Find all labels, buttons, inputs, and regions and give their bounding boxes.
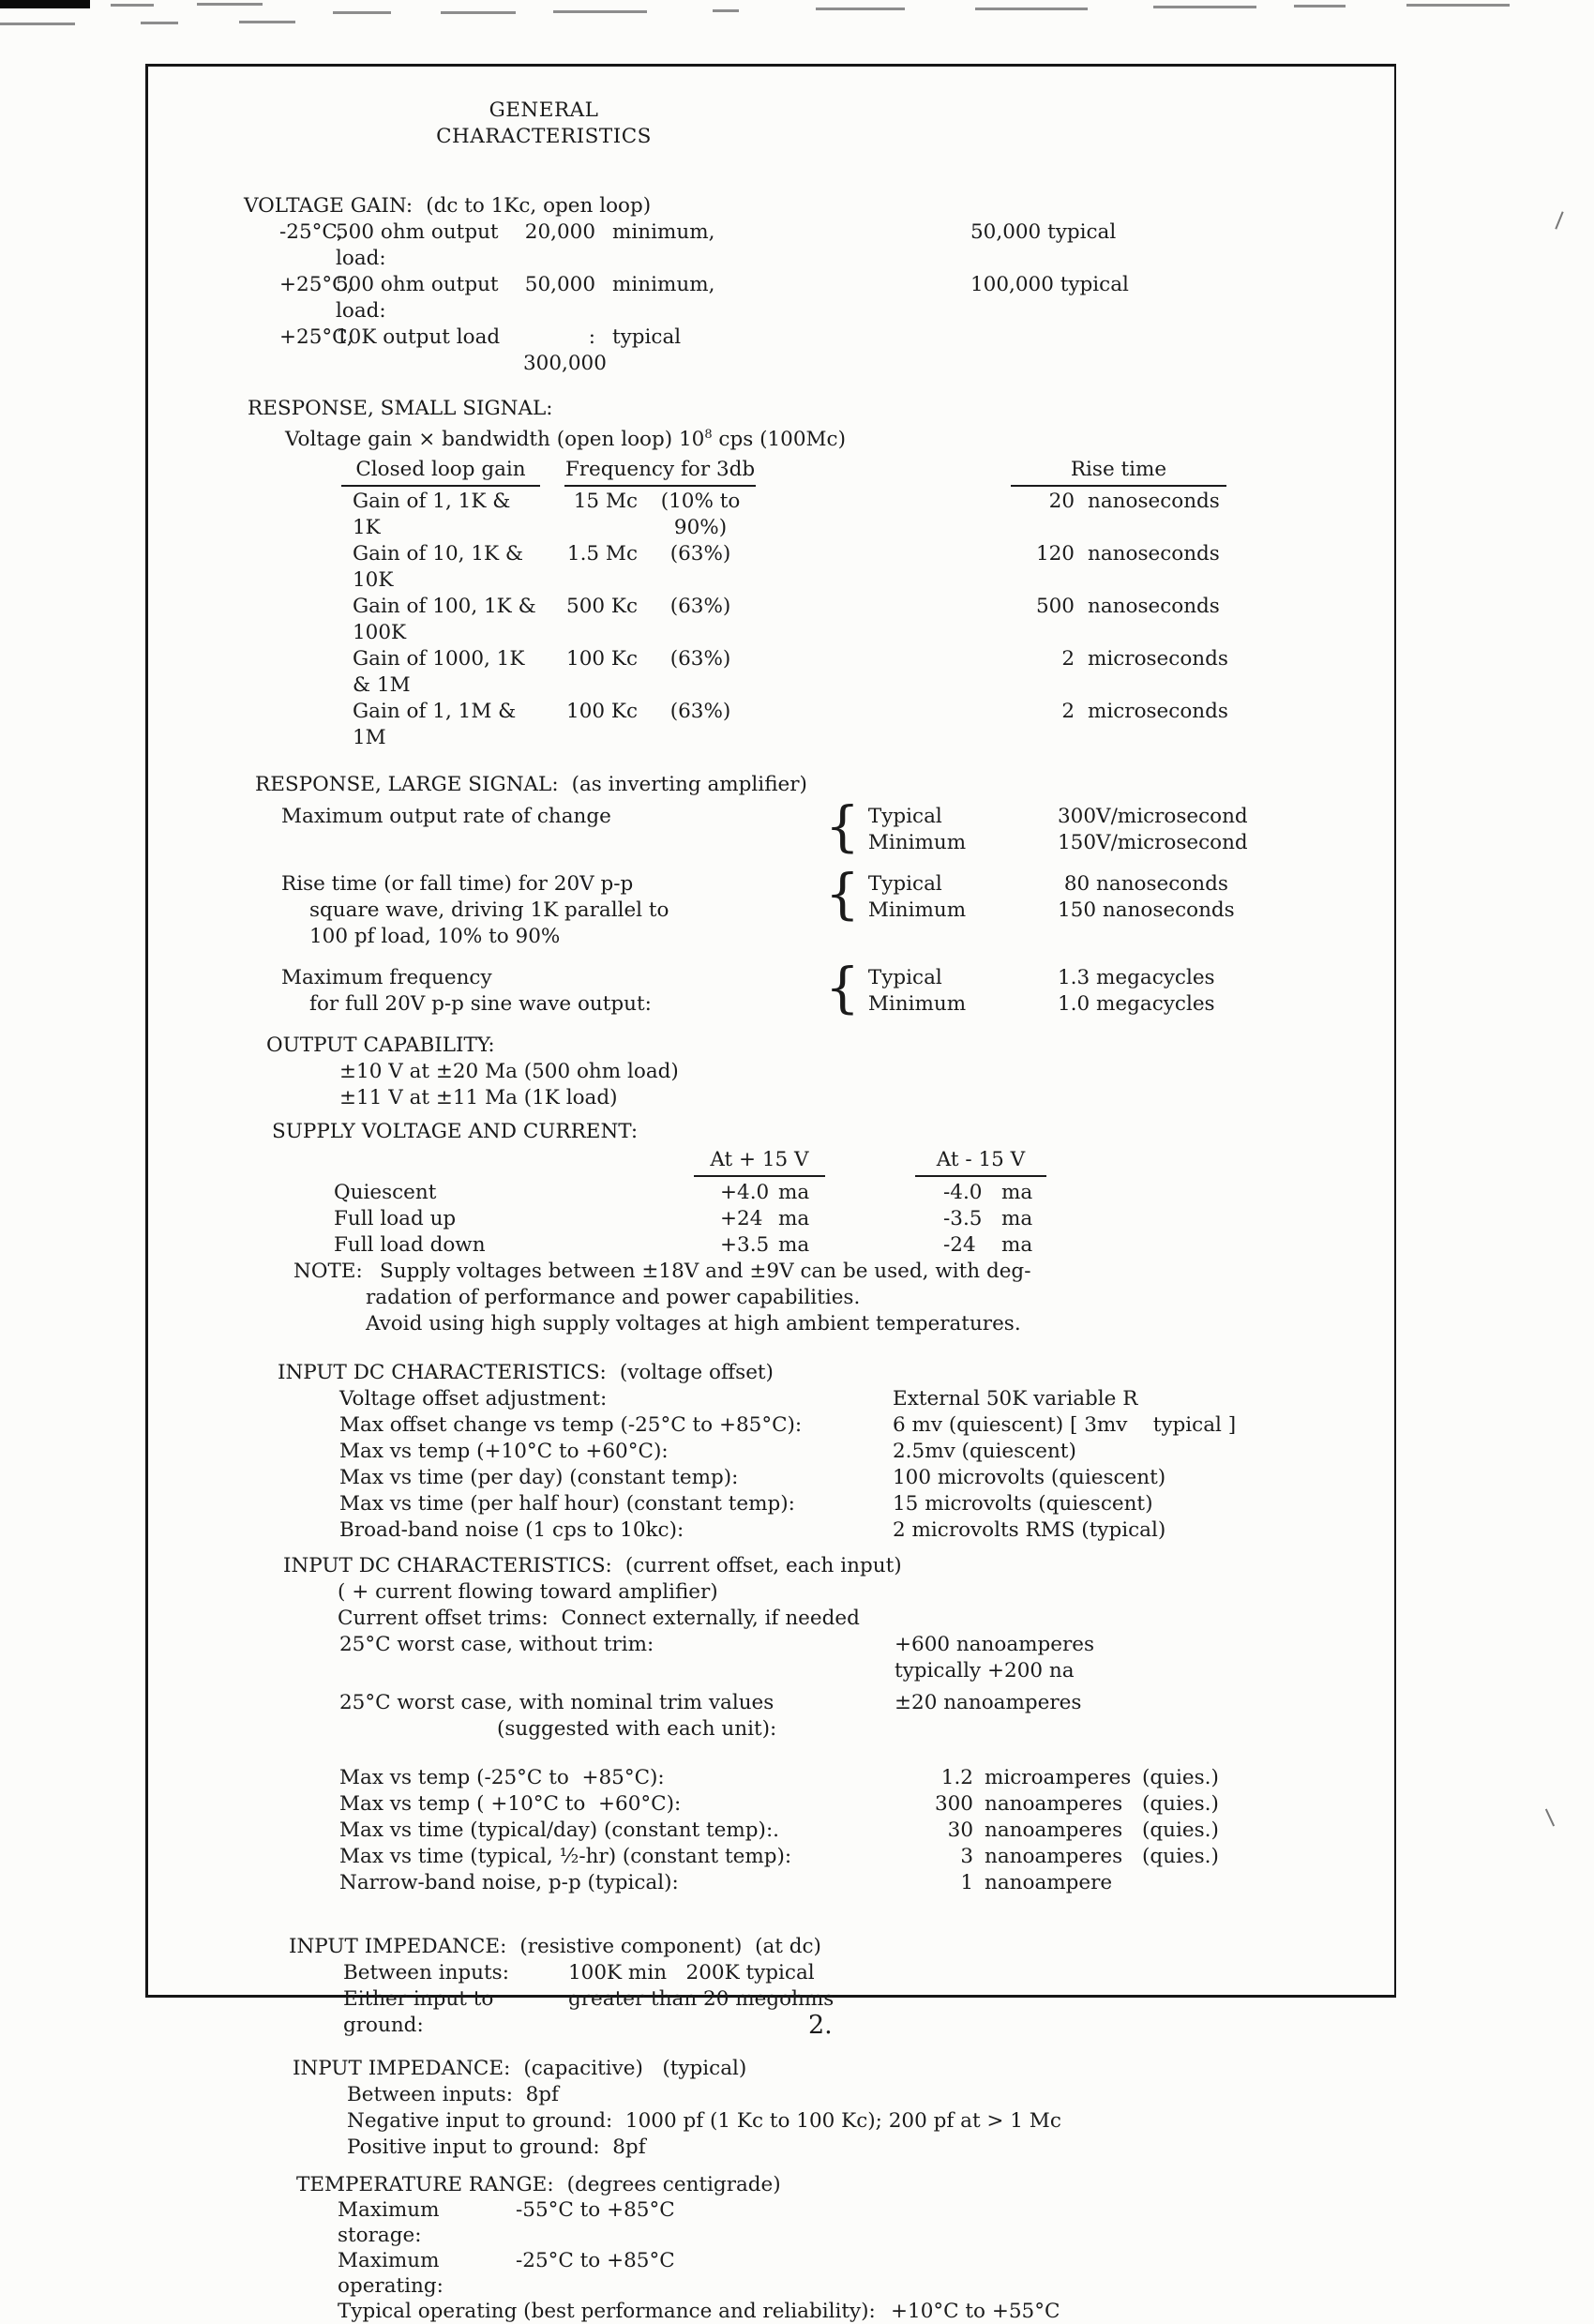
- scan-artifact-tick: [1555, 211, 1563, 229]
- spec-line: ±10 V at ±20 Ma (500 ohm load): [339, 1060, 679, 1084]
- table-row: [334, 1232, 1378, 1259]
- section-input-impedance-resistive: [289, 1934, 1378, 2039]
- spec-number: 30: [947, 1818, 973, 1843]
- rise-time-value: 120: [1035, 542, 1075, 566]
- spec-row: [339, 1412, 1378, 1439]
- spec-label: Narrow-band noise, p-p (typical):: [339, 1871, 679, 1895]
- spec-unit: microamperes: [985, 1766, 1132, 1790]
- spec-value: 2.5mv (quiescent): [893, 1440, 1076, 1464]
- spec-label: Either input to ground:: [343, 1987, 501, 2038]
- percent-note: (10% to 90%): [660, 490, 747, 540]
- section-heading-note: (resistive component) (at dc): [519, 1935, 821, 1959]
- current-value-pos: +4.0: [720, 1181, 770, 1205]
- spec-value: 100K min 200K typical: [568, 1961, 815, 1985]
- spec-row: [339, 1818, 1378, 1844]
- scan-artifact-dash: [1294, 5, 1346, 8]
- column-header-frequency: Frequency for 3db: [564, 457, 756, 487]
- supply-condition: Quiescent: [334, 1181, 437, 1205]
- section-heading-line: [255, 772, 1378, 798]
- section-input-dc-current: [283, 1553, 1378, 1896]
- spec-block: [281, 794, 1378, 859]
- spec-label: 25°C worst case, with nominal trim values: [339, 1691, 774, 1715]
- spec-row: [343, 1960, 1378, 1986]
- section-heading-note: (dc to 1Kc, open loop): [426, 194, 652, 218]
- scan-artifact-dash: [239, 21, 295, 23]
- column-header-plus15: At + 15 V: [694, 1147, 825, 1177]
- spec-value: 100 microvolts (quiescent): [893, 1466, 1166, 1490]
- spec-unit: nanoamperes: [985, 1845, 1123, 1869]
- supply-header-row: [334, 1147, 1378, 1177]
- column-header-rise-time: Rise time: [1011, 457, 1226, 487]
- rise-time-unit: microseconds: [1088, 647, 1228, 672]
- section-heading-note: (current offset, each input): [624, 1554, 902, 1578]
- current-value-pos: +3.5: [720, 1233, 770, 1258]
- section-heading: RESPONSE, LARGE SIGNAL:: [255, 773, 559, 797]
- rise-time-value: 500: [1035, 595, 1075, 619]
- spec-values: [1058, 871, 1235, 924]
- gain-config: Gain of 1, 1M & 1M: [353, 700, 523, 750]
- percent-note: (63%): [669, 595, 731, 619]
- spec-label: 25°C worst case, without trim:: [339, 1633, 654, 1657]
- note-text: Supply voltages between ±18V and ±9V can be used, with deg-: [380, 1260, 1031, 1284]
- gain-value: : 300,000: [523, 325, 607, 375]
- gain-config: Gain of 100, 1K & 100K: [353, 595, 543, 645]
- scan-artifact-dash: [1153, 6, 1256, 8]
- typical-minimum-group: [825, 956, 1058, 1020]
- current-unit: ma: [778, 1207, 810, 1231]
- spec-label: Max vs time (per day) (constant temp):: [339, 1466, 739, 1490]
- scan-artifact-tick: [1545, 1809, 1555, 1827]
- section-heading: INPUT IMPEDANCE:: [293, 2057, 511, 2081]
- section-small-signal: [248, 396, 1378, 751]
- spec-row: [339, 1386, 1378, 1412]
- brace-glyph: {: [825, 862, 860, 927]
- typical-value: 300V/microsecond: [1058, 805, 1248, 829]
- section-heading-line: [296, 2172, 1378, 2197]
- rise-time-value: 2: [1061, 700, 1075, 724]
- section-heading: OUTPUT CAPABILITY:: [266, 1034, 495, 1058]
- spec-label: Max vs time (typical, ¹⁄₂-hr) (constant temp):: [339, 1845, 792, 1869]
- table-row: [341, 646, 1378, 699]
- spec-value-continuation: typically +200 na: [895, 1659, 1075, 1683]
- rise-time-unit: nanoseconds: [1088, 490, 1220, 514]
- percent-note: (63%): [669, 700, 731, 724]
- spec-label: [281, 871, 825, 950]
- frequency-value: 500 Kc: [566, 595, 638, 619]
- current-unit: ma: [1001, 1233, 1033, 1258]
- load-condition: 10K output load: [336, 325, 501, 349]
- document-content: [244, 98, 1378, 2324]
- column-spacer: [821, 1232, 943, 1259]
- scan-artifact-dash: [0, 23, 75, 25]
- spec-label: Max vs time (per half hour) (constant temp):: [339, 1492, 795, 1517]
- section-heading: VOLTAGE GAIN:: [244, 194, 414, 218]
- note-continuation: radation of performance and power capabilities.: [366, 1286, 861, 1310]
- scan-artifact-blob: [0, 0, 90, 8]
- spec-qualifier: (quies.): [1142, 1818, 1219, 1843]
- section-voltage-gain: [244, 193, 1378, 377]
- spec-label-line: Maximum output rate of change: [281, 805, 611, 829]
- section-input-impedance-capacitive: [293, 2056, 1378, 2161]
- spec-value: ±20 nanoamperes: [895, 1691, 1082, 1715]
- column-spacer: [540, 457, 564, 487]
- spec-label-line: Rise time (or fall time) for 20V p-p: [281, 872, 634, 897]
- note-continuation: Avoid using high supply voltages at high ambient temperatures.: [366, 1312, 1021, 1336]
- section-output-capability: [266, 1033, 1378, 1111]
- section-heading-note: (voltage offset): [619, 1361, 774, 1385]
- section-heading: INPUT IMPEDANCE:: [289, 1935, 507, 1959]
- section-heading-line: [278, 1360, 1378, 1386]
- typical-value: 80 nanoseconds: [1058, 872, 1228, 897]
- spec-value: 2 microvolts RMS (typical): [893, 1518, 1166, 1543]
- typical-minimum-labels: [868, 965, 966, 1018]
- bandwidth-exponent: 8: [704, 428, 713, 442]
- gain-config: Gain of 10, 1K & 10K: [353, 542, 530, 593]
- section-heading: RESPONSE, SMALL SIGNAL:: [248, 397, 553, 420]
- typical-value: 1.3 megacycles: [1058, 966, 1215, 990]
- rise-time-value: 20: [1048, 490, 1075, 514]
- section-heading: INPUT DC CHARACTERISTICS:: [278, 1361, 607, 1385]
- bandwidth-text: Voltage gain × bandwidth (open loop) 10: [285, 428, 705, 452]
- spec-label: Max offset change vs temp (-25°C to +85°C):: [339, 1413, 803, 1438]
- spec-line: Between inputs: 8pf: [347, 2083, 560, 2107]
- spec-label: Max vs temp (+10°C to +60°C):: [339, 1440, 669, 1464]
- spec-label-continuation: (suggested with each unit):: [497, 1717, 777, 1742]
- brace-glyph: {: [825, 956, 860, 1020]
- current-value-neg: -3.5: [943, 1207, 983, 1231]
- spec-value: 6 mv (quiescent) [ 3mv typical ]: [893, 1413, 1237, 1438]
- column-spacer: [825, 1147, 915, 1177]
- typical-minimum-labels: [868, 804, 966, 856]
- spec-block: [281, 862, 1378, 950]
- scan-artifact-dash: [553, 10, 647, 13]
- current-unit: ma: [778, 1181, 810, 1205]
- supply-condition: Full load down: [334, 1233, 486, 1258]
- frequency-value: 1.5 Mc: [566, 542, 638, 566]
- gain-typical: 100,000 typical: [970, 273, 1129, 296]
- rise-time-unit: nanoseconds: [1088, 542, 1220, 566]
- column-spacer: [821, 1206, 943, 1232]
- gain-typical: 50,000 typical: [970, 220, 1117, 244]
- section-supply: [272, 1119, 1378, 1337]
- section-input-dc-voltage: [278, 1360, 1378, 1544]
- table-header-row: [341, 457, 1378, 487]
- scan-artifact-dash: [197, 3, 263, 6]
- section-heading-note: (capacitive) (typical): [523, 2057, 747, 2081]
- table-row: [341, 699, 1378, 751]
- section-heading: TEMPERATURE RANGE:: [296, 2173, 554, 2197]
- spec-value: +600 nanoamperes: [895, 1633, 1095, 1657]
- spec-line: Positive input to ground: 8pf: [347, 2135, 646, 2160]
- spec-qualifier: (quies.): [1142, 1792, 1219, 1817]
- spec-unit: nanoampere: [985, 1871, 1113, 1895]
- current-unit: ma: [778, 1233, 810, 1258]
- frequency-value: 100 Kc: [566, 647, 638, 672]
- table-row: [334, 1180, 1378, 1206]
- frequency-value: 15 Mc: [573, 490, 638, 514]
- gain-config: Gain of 1, 1K & 1K: [353, 490, 518, 540]
- spec-block: [281, 956, 1378, 1020]
- table-row: [341, 489, 1378, 541]
- gain-qualifier: minimum,: [612, 220, 715, 244]
- typical-minimum-group: [825, 794, 1058, 859]
- rise-time-unit: nanoseconds: [1088, 595, 1220, 619]
- spec-row: [339, 1439, 1378, 1465]
- section-large-signal: [255, 772, 1378, 1018]
- spec-label: Broad-band noise (1 cps to 10kc):: [339, 1518, 684, 1543]
- temp-condition: +25°C,: [279, 273, 353, 296]
- spec-row: [339, 1632, 1378, 1658]
- spec-label-line: 100 pf load, 10% to 90%: [309, 925, 561, 949]
- spec-label: [281, 804, 825, 830]
- spec-row: [339, 1844, 1378, 1870]
- spec-number: 3: [960, 1845, 973, 1869]
- rise-time-value: 2: [1061, 647, 1075, 672]
- spec-number: 300: [934, 1792, 973, 1817]
- spec-line: ( + current flowing toward amplifier): [338, 1580, 718, 1605]
- spec-label: Max vs temp ( +10°C to +60°C):: [339, 1792, 682, 1817]
- current-value-neg: -24: [943, 1233, 976, 1258]
- spec-value: 15 microvolts (quiescent): [893, 1492, 1153, 1517]
- gain-qualifier: minimum,: [612, 273, 715, 296]
- scan-artifact-dash: [975, 8, 1088, 10]
- column-spacer: [334, 1147, 694, 1177]
- spec-line: Current offset trims: Connect externally, if needed: [338, 1607, 860, 1631]
- minimum-label: Minimum: [867, 992, 967, 1017]
- section-heading-line: [283, 1553, 1378, 1579]
- gain-qualifier: typical: [612, 325, 682, 349]
- section-heading-note: (degrees centigrade): [566, 2173, 781, 2197]
- current-unit: ma: [1001, 1181, 1033, 1205]
- scan-artifact-dash: [333, 11, 391, 14]
- column-header-closed-loop-gain: Closed loop gain: [341, 457, 540, 487]
- frequency-value: 100 Kc: [566, 700, 638, 724]
- typical-label: Typical: [867, 805, 942, 829]
- spec-row: [338, 2248, 1378, 2299]
- spec-number: 1: [960, 1871, 973, 1895]
- spec-label-line: for full 20V p-p sine wave output:: [309, 992, 652, 1017]
- spec-row: [339, 1465, 1378, 1491]
- table-row: [341, 594, 1378, 646]
- spec-label: Max vs time (typical/day) (constant temp):.: [339, 1818, 780, 1843]
- temp-condition: +25°C,: [279, 325, 353, 349]
- scan-artifact-dash: [111, 4, 154, 7]
- percent-note: (63%): [669, 542, 731, 566]
- minimum-value: 1.0 megacycles: [1058, 992, 1215, 1017]
- spec-line: ±11 V at ±11 Ma (1K load): [339, 1086, 618, 1110]
- column-spacer: [756, 457, 1011, 487]
- spec-label: Maximum storage:: [338, 2198, 446, 2248]
- spec-label-line: Maximum frequency: [281, 966, 492, 990]
- spec-value: greater than 20 megohms: [568, 1987, 835, 2012]
- spec-line: Negative input to ground: 1000 pf (1 Kc to 100 Kc); 200 pf at > 1 Mc: [347, 2109, 1061, 2134]
- spec-row: [279, 324, 1378, 377]
- gain-value: 50,000: [524, 273, 595, 296]
- section-heading: SUPPLY VOLTAGE AND CURRENT:: [272, 1120, 639, 1144]
- brace-glyph: {: [825, 794, 860, 859]
- column-spacer: [821, 1180, 943, 1206]
- spec-label-line: square wave, driving 1K parallel to: [309, 898, 669, 923]
- spec-values: [1058, 965, 1215, 1018]
- gain-config: Gain of 1000, 1K & 1M: [353, 647, 532, 698]
- spec-row: [339, 1765, 1378, 1791]
- minimum-label: Minimum: [867, 898, 967, 923]
- section-temperature-range: [296, 2172, 1378, 2324]
- table-row: [334, 1206, 1378, 1232]
- load-condition: 500 ohm output load:: [336, 273, 505, 323]
- scan-artifact-dash: [713, 9, 739, 12]
- spec-row: [339, 1870, 1378, 1896]
- scan-artifact-dash: [1406, 4, 1510, 7]
- spec-row: [339, 1517, 1378, 1544]
- spec-label: Between inputs:: [343, 1961, 509, 1985]
- typical-minimum-group: [825, 862, 1058, 927]
- current-value-pos: +24: [720, 1207, 763, 1231]
- spec-number: 1.2: [940, 1766, 973, 1790]
- scan-artifact-dash: [816, 8, 905, 10]
- spec-row: [338, 2197, 1378, 2248]
- supply-condition: Full load up: [334, 1207, 457, 1231]
- current-unit: ma: [1001, 1207, 1033, 1231]
- spec-value: -25°C to +85°C: [516, 2249, 675, 2273]
- spec-row: [339, 1791, 1378, 1818]
- bandwidth-line: [285, 422, 1378, 453]
- gain-value: 20,000: [524, 220, 595, 244]
- spec-qualifier: (quies.): [1142, 1845, 1219, 1869]
- typical-label: Typical: [867, 966, 942, 990]
- column-header-minus15: At - 15 V: [915, 1147, 1046, 1177]
- spec-row: [279, 272, 1378, 324]
- minimum-value: 150V/microsecond: [1058, 831, 1248, 855]
- bandwidth-unit: cps (100Mc): [712, 428, 846, 452]
- page-title: GENERAL CHARACTERISTICS: [436, 98, 652, 148]
- load-condition: 500 ohm output load:: [336, 220, 505, 270]
- spec-label: Voltage offset adjustment:: [339, 1387, 608, 1411]
- spec-values: [1058, 804, 1248, 856]
- section-heading-note: (as inverting amplifier): [571, 773, 807, 797]
- section-heading-line: [289, 1934, 1378, 1960]
- section-heading: INPUT DC CHARACTERISTICS:: [283, 1554, 612, 1578]
- response-table: [341, 457, 1378, 751]
- spec-label: Typical operating (best performance and reliability):: [338, 2300, 876, 2324]
- spec-row: [339, 1690, 1378, 1716]
- typical-minimum-labels: [868, 871, 966, 924]
- spec-label: Maximum operating:: [338, 2249, 446, 2299]
- section-heading-line: [244, 193, 1378, 219]
- spec-row: [338, 2299, 1378, 2324]
- note-label: NOTE:: [293, 1260, 363, 1284]
- table-row: [341, 541, 1378, 594]
- scan-artifact-dash: [141, 22, 178, 24]
- spec-unit: nanoamperes: [985, 1792, 1123, 1817]
- section-heading-line: [293, 2056, 1378, 2082]
- spec-unit: nanoamperes: [985, 1818, 1123, 1843]
- spec-value: -55°C to +85°C: [516, 2198, 675, 2223]
- spec-row: [343, 1986, 1378, 2039]
- spec-label: Max vs temp (-25°C to +85°C):: [339, 1766, 665, 1790]
- spec-row: [339, 1491, 1378, 1517]
- temp-condition: -25°C,: [279, 220, 343, 244]
- spec-label: [281, 965, 825, 1018]
- spec-qualifier: (quies.): [1142, 1766, 1219, 1790]
- spec-value: External 50K variable R: [893, 1387, 1138, 1411]
- current-value-neg: -4.0: [943, 1181, 983, 1205]
- spec-value: +10°C to +55°C: [891, 2300, 1060, 2324]
- percent-note: (63%): [669, 647, 731, 672]
- vertical-gap: [283, 1743, 1378, 1765]
- scan-artifact-dash: [441, 11, 516, 14]
- minimum-label: Minimum: [867, 831, 967, 855]
- rise-time-unit: microseconds: [1088, 700, 1228, 724]
- minimum-value: 150 nanoseconds: [1058, 898, 1235, 923]
- page-number: 2.: [808, 2011, 833, 2040]
- spec-row: [279, 219, 1378, 272]
- typical-label: Typical: [867, 872, 942, 897]
- note-line: [293, 1259, 1378, 1285]
